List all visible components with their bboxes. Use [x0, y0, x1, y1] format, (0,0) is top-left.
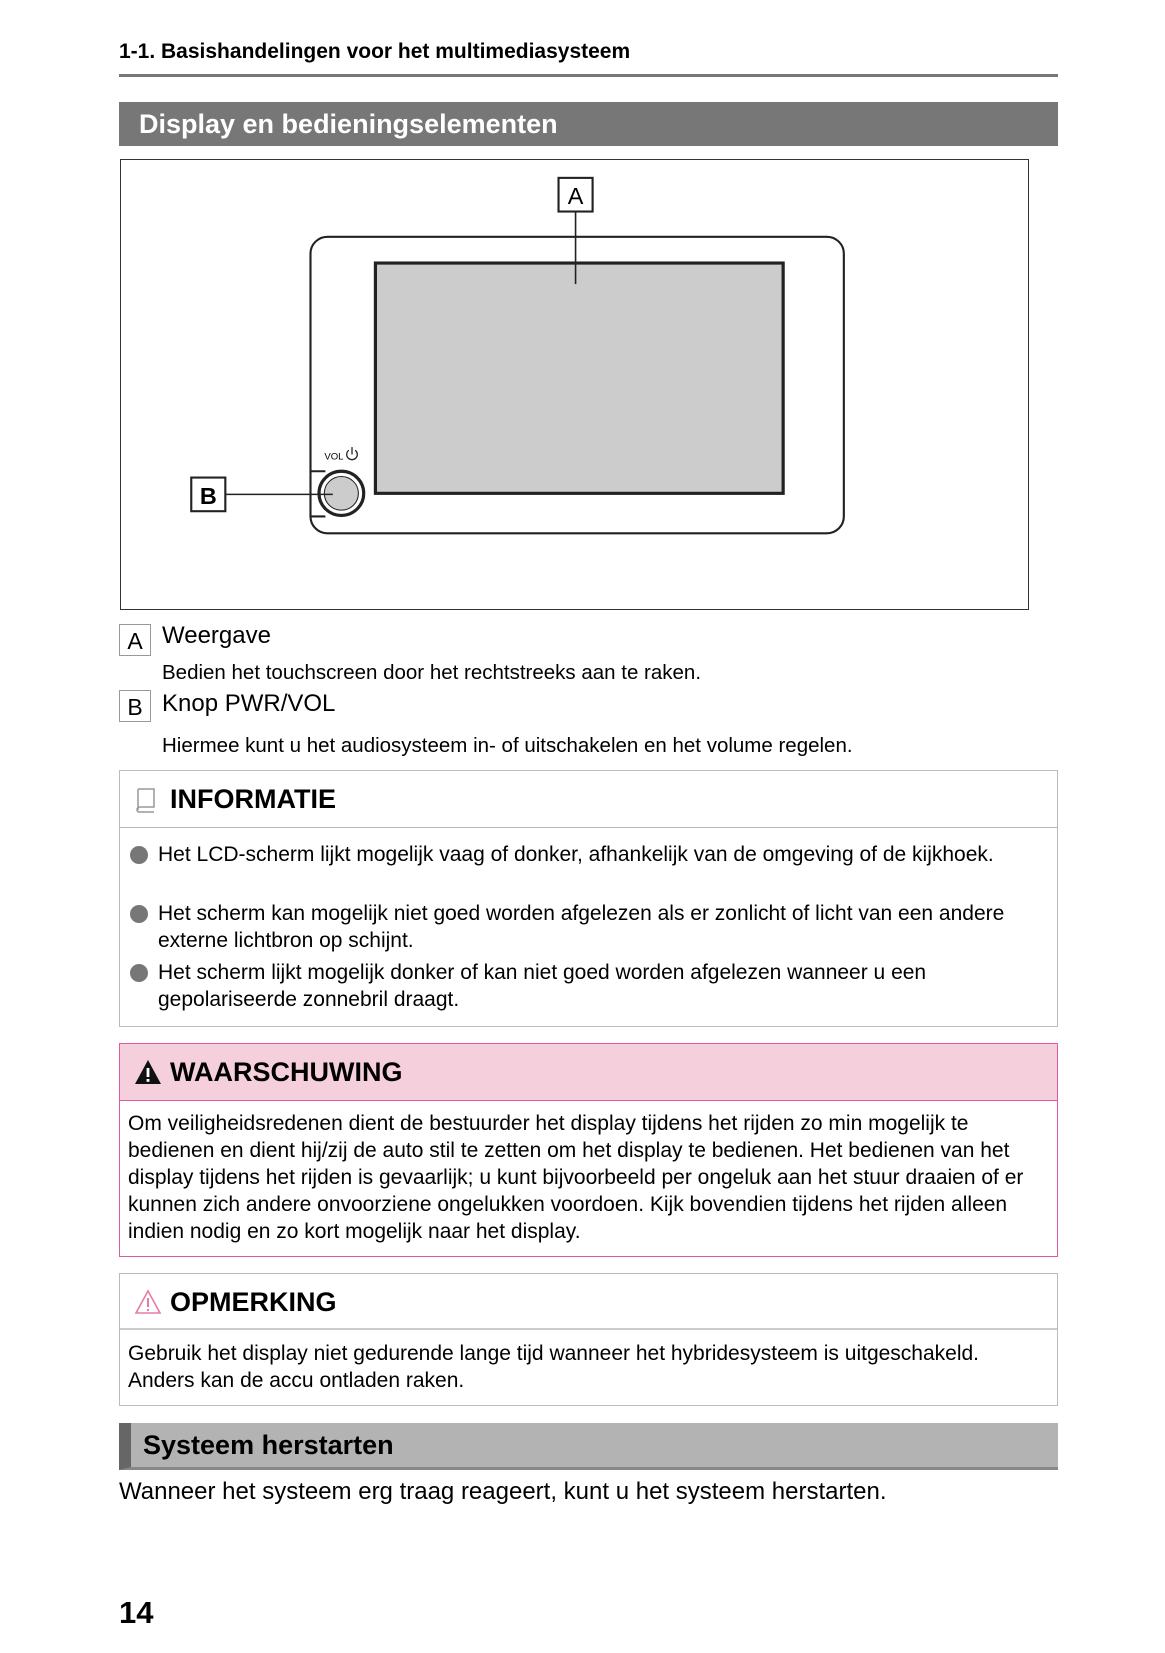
touchscreen — [375, 263, 783, 493]
notice-title: OPMERKING — [170, 1287, 337, 1317]
warning-triangle-icon — [134, 1059, 162, 1085]
vol-label: VOL — [324, 451, 344, 463]
warning-text: Om veiligheidsredenen dient de bestuurder het display tijdens het rijden zo min mogelijk te bedienen en dient hij/zij de auto stil te zetten om het display te bedienen. Het bedienen van het display tijdens het rijden is gevaarlijk; u kunt bijvoorbeeld per ongeluk aan het stuur draaien of er kunnen zich andere onvoorziene ongelukken voordoen. Kijk bovendien tijdens het rijden alleen indien nodig en zo kort mogelijk naar het display. — [128, 1112, 1024, 1243]
info-bullet: Het scherm kan mogelijk niet goed worden afgelezen als er zonlicht of licht van een andere externe lichtbron op schijnt. — [130, 900, 1038, 954]
warning-header — [120, 1044, 1057, 1101]
info-bullet: Het scherm lijkt mogelijk donker of kan niet goed worden afgelezen wanneer u een gepolariseerde zonnebril draagt. — [130, 959, 1038, 1013]
running-header: 1-1. Basishandelingen voor het multimediasysteem — [119, 40, 631, 63]
notice-text: Gebruik het display niet gedurende lange tijd wanneer het hybridesysteem is uitgeschakeld. Anders kan de accu ontladen raken. — [128, 1342, 980, 1392]
callout-a-label: A — [567, 183, 584, 210]
pwr-vol-knob-inner — [324, 477, 358, 511]
legend-desc-b: Hiermee kunt u het audiosysteem in- of uitschakelen en het volume regelen. — [162, 734, 853, 757]
info-header — [120, 771, 1057, 828]
caution-triangle-icon — [134, 1289, 162, 1315]
warning-box — [119, 1043, 1058, 1257]
notice-header — [120, 1274, 1057, 1330]
notice-box — [119, 1273, 1058, 1406]
warning-title: WAARSCHUWING — [170, 1057, 403, 1087]
info-bullet: Het LCD-scherm lijkt mogelijk vaag of donker, afhankelijk van de omgeving of de kijkhoek. — [130, 841, 1038, 868]
book-icon — [134, 787, 158, 813]
subsection-title: Systeem herstarten — [119, 1423, 1058, 1470]
info-title: INFORMATIE — [170, 784, 336, 814]
legend-desc-a: Bedien het touchscreen door het rechtstreeks aan te raken. — [162, 661, 702, 684]
legend-title-b: Knop PWR/VOL — [162, 690, 336, 717]
info-box — [119, 770, 1058, 1027]
legend-title-a: Weergave — [162, 622, 271, 649]
header-rule — [119, 74, 1058, 77]
section-title: Display en bedieningselementen — [119, 102, 1058, 146]
display-illustration — [120, 159, 1029, 610]
legend-letter-a: A — [119, 624, 151, 656]
page-number: 14 — [119, 1595, 154, 1630]
callout-b-label: B — [199, 482, 217, 509]
legend-letter-b: B — [119, 690, 151, 722]
subsection-text: Wanneer het systeem erg traag reageert, kunt u het systeem herstarten. — [119, 1478, 887, 1505]
